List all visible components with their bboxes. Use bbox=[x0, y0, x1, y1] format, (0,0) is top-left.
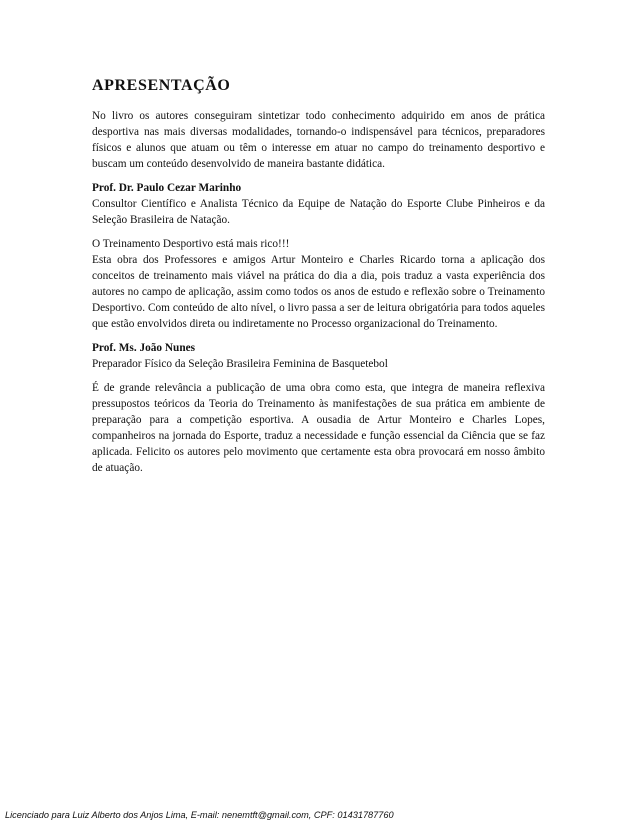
page-title: APRESENTAÇÃO bbox=[92, 77, 231, 94]
testimonial-1-block bbox=[92, 236, 545, 332]
author-1-block bbox=[92, 180, 545, 228]
author-2-block bbox=[92, 340, 545, 372]
license-footer: Licenciado para Luiz Alberto dos Anjos Lima, E-mail: nenemtft@gmail.com, CPF: 01431787760 bbox=[5, 810, 394, 820]
testimonial-1-body: Esta obra dos Professores e amigos Artur Monteiro e Charles Ricardo torna a aplicação dos conceitos de treinamento mais viável na prática do dia a dia, pois traduz a vasta experiência dos autores no campo de aplicação, assim como todos os anos de estudo e reflexão sobre o Treinamento Desportivo. Com conteúdo de alto nível, o livro passa a ser de leitura obrigatória para todos aqueles que estão envolvidos direta ou indiretamente no Processo organizacional do Treinamento. bbox=[92, 254, 545, 330]
author-1-name: Prof. Dr. Paulo Cezar Marinho bbox=[92, 182, 242, 194]
testimonial-1-heading: O Treinamento Desportivo está mais rico!!! bbox=[92, 238, 290, 250]
author-1-role: Consultor Científico e Analista Técnico da Equipe de Natação do Esporte Clube Pinheiros e da Seleção Brasileira de Natação. bbox=[92, 198, 545, 226]
page-content bbox=[92, 76, 545, 484]
author-2-name: Prof. Ms. João Nunes bbox=[92, 342, 196, 354]
author-2-role: Preparador Físico da Seleção Brasileira Feminina de Basquetebol bbox=[92, 358, 388, 370]
testimonial-2-paragraph: É de grande relevância a publicação de uma obra como esta, que integra de maneira reflexiva pressupostos teóricos da Teoria do Treinamento às manifestações de sua prática em ambiente de preparação para a competição esportiva. A ousadia de Artur Monteiro e Charles Lopes, companheiros na jornada do Esporte, traduz a necessidade e função essencial da Ciência que se faz aplicada. Felicito os autores pelo movimento que certamente esta obra provocará em nosso âmbito de atuação. bbox=[92, 382, 545, 474]
intro-paragraph: No livro os autores conseguiram sintetizar todo conhecimento adquirido em anos de prática desportiva nas mais diversas modalidades, tornando-o indispensável para técnicos, preparadores físicos e alunos que atuam ou têm o interesse em atuar no campo do treinamento desportivo e buscam um conteúdo desenvolvido de maneira bastante didática. bbox=[92, 110, 545, 170]
